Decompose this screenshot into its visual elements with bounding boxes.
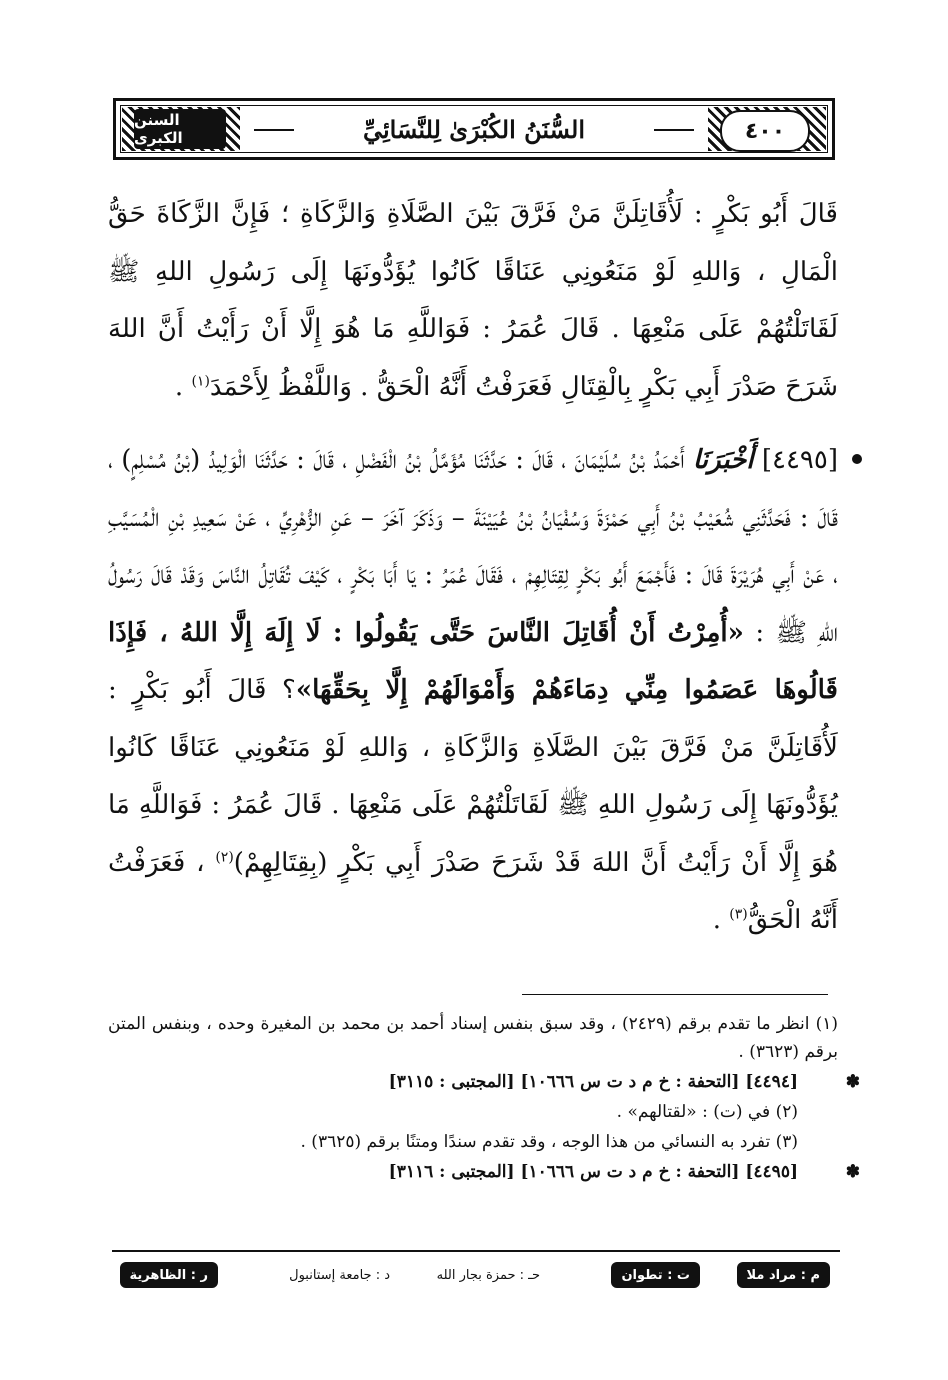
footnote-ref-2: (٢)	[215, 848, 234, 865]
footnote-3: (٣) تفرد به النسائي من هذا الوجه ، وقد تقدم سندًا ومتنًا برقم (٣٦٢٥) .	[300, 1132, 798, 1152]
manuscript-d: د : جامعة إستانبول	[289, 1267, 390, 1283]
footnote-1: (١) انظر ما تقدم برقم (٢٤٢٩) ، وقد سبق بنفس إسناد أحمد بن محمد بن المغيرة وحده ، وبنفس المتن برقم (٣٦٢٣) .	[108, 1014, 838, 1062]
main-text	[108, 186, 838, 950]
manuscript-h: حـ : حمزة بجار الله	[436, 1267, 540, 1283]
takhrij-4494-text: [٤٤٩٤] [التحفة : خ م د ت س ١٠٦٦٦] [المجتبى : ٣١١٥]	[388, 1072, 798, 1092]
bottom-divider	[112, 1250, 840, 1252]
paragraph-1	[108, 186, 838, 416]
footnote-2: (٢) في (ت) : «لقتالهم» .	[616, 1102, 798, 1122]
paragraph-1-text: قَالَ أَبُو بَكْرٍ : لَأُقَاتِلَنَّ مَنْ فَرَّقَ بَيْنَ الصَّلَاةِ وَالزَّكَاةِ ؛ فَإِنَّ الزَّكَاةَ حَقُّ الْمَالِ ، وَاللهِ لَوْ مَنَعُونِي عَنَاقًا كَانُوا يُؤَدُّونَهَا إِلَى رَسُولِ اللهِ ﷺ لَقَاتَلْتُهُمْ عَلَى مَنْعِهَا . قَالَ عُمَرُ : فَوَاللَّهِ مَا هُوَ إِلَّا أَنْ رَأَيْتُ أَنَّ اللهَ شَرَحَ صَدْرَ أَبِي بَكْرٍ بِالْقِتَالِ فَعَرَفْتُ أَنَّهُ الْحَقُّ . وَاللَّفْظُ لِأَحْمَدَ	[108, 199, 838, 402]
bullet-icon	[852, 454, 862, 464]
takhrij-4494	[108, 1068, 860, 1096]
takhrij-4495-text: [٤٤٩٥] [التحفة : خ م د ت س ١٠٦٦٦] [المجتبى : ٣١١٦]	[388, 1162, 798, 1182]
paragraph-1-end: .	[174, 371, 192, 402]
star-icon: ✽	[845, 1162, 860, 1182]
page-number: ٤٠٠	[720, 110, 810, 152]
book-logo: السنن الكبرى	[134, 109, 226, 149]
manuscript-t: ت : تطوان	[611, 1262, 700, 1288]
title-band	[250, 107, 698, 151]
hadith-number: [٤٤٩٥]	[761, 445, 838, 475]
star-icon: ✽	[845, 1072, 860, 1092]
footnote-ref-1: (١)	[191, 372, 210, 389]
footnotes	[108, 1010, 860, 1188]
page-header	[113, 98, 835, 160]
manuscript-legend	[112, 1262, 840, 1292]
akhbarana-word: أَخْبَرَنَا	[692, 445, 754, 475]
manuscript-m: م : مراد ملا	[737, 1262, 831, 1288]
paragraph-2-isnad: أَحْمَدُ بْنُ سُلَيْمَانَ ، قَالَ : حَدَّثَنَا مُؤَمَّلُ بْنُ الْفَضْلِ ، قَالَ : حَدَّثَنَا الْوَلِيدُ (بْنُ مُسْلِمٍ) ، قَالَ : فَحَدَّثَنِي شُعَيْبُ بْنُ أَبِي حَمْزَةَ وَسُفْيَانُ بْنُ عُيَيْنَةَ – وَذَكَرَ آخَرَ – عَنِ الزُّهْرِيِّ ، عَنْ سَعِيدِ بْنِ الْمُسَيَّبِ ، عَنْ أَبِي هُرَيْرَةَ قَالَ : فَأَجْمَعَ أَبُو بَكْرٍ لِقِتَالِهِمْ ، فَقَالَ عُمَرُ : يَا أَبَا بَكْرٍ ، كَيْفَ تُقَاتِلُ النَّاسَ وَقَدْ قَالَ رَسُولُ اللهِ ﷺ :	[108, 445, 838, 648]
paragraph-2-end: .	[712, 905, 730, 935]
manuscript-r: ر : الظاهرية	[120, 1262, 218, 1288]
footnote-divider	[522, 994, 828, 995]
paragraph-2-continued: ؟ قَالَ أَبُو بَكْرٍ : لَأُقَاتِلَنَّ مَنْ فَرَّقَ بَيْنَ الصَّلَاةِ وَالزَّكَاةِ ، وَاللهِ لَوْ مَنَعُونِي عَنَاقًا كَانُوا يُؤَدُّونَهَا إِلَى رَسُولِ اللهِ ﷺ لَقَاتَلْتُهُمْ عَلَى مَنْعِهَا . قَالَ عُمَرُ : فَوَاللَّهِ مَا هُوَ إِلَّا أَنْ رَأَيْتُ أَنَّ اللهَ قَدْ شَرَحَ صَدْرَ أَبِي بَكْرٍ (بِقِتَالِهِمْ)	[108, 675, 838, 878]
book-title: السُّنَنُ الكُبْرَىٰ لِلنَّسَائِيِّ	[362, 114, 586, 144]
footnote-ref-3: (٣)	[729, 906, 748, 923]
paragraph-2-tail: ، فَعَرَفْتُ أَنَّهُ الْحَقُّ	[108, 847, 838, 935]
hadith-text: «أُمِرْتُ أَنْ أُقَاتِلَ النَّاسَ حَتَّى يَقُولُوا : لَا إِلَهَ إِلَّا اللهُ ، فَإِذَا قَالُوهَا عَصَمُوا مِنِّي دِمَاءَهُمْ وَأَمْوَالَهُمْ إِلَّا بِحَقِّهَا»	[108, 617, 838, 705]
paragraph-2	[108, 432, 838, 950]
takhrij-4495	[108, 1158, 860, 1186]
